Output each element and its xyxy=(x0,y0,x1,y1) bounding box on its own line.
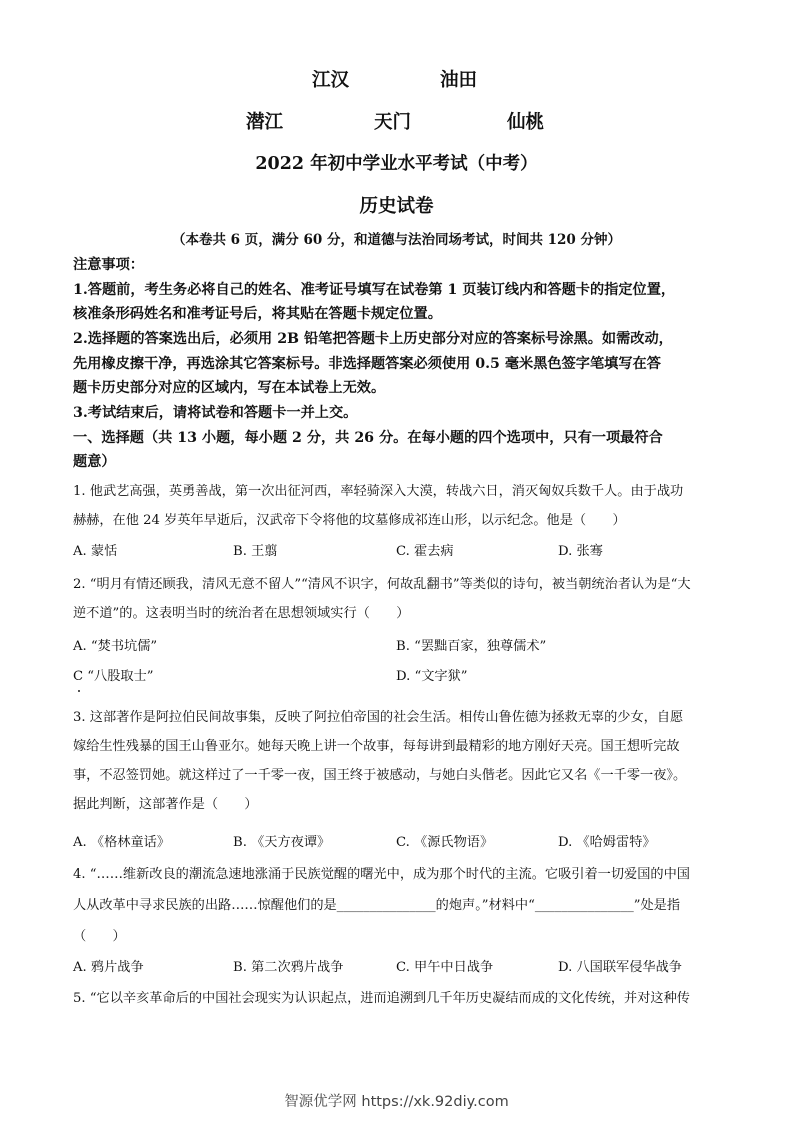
question-2-option-d: D. “文字狱” xyxy=(396,669,468,684)
question-3-text: 嫁给生性残暴的国王山鲁亚尔。她每天晚上讲一个故事，每每讲到最精彩的地方刚好天亮。国王想听完故 xyxy=(73,739,680,754)
notice-line: 先用橡皮擦干净，再选涂其它答案标号。非选择题答案必须使用 0.5 毫米黑色签字笔填写在答 xyxy=(73,356,661,372)
notice-line: 2.选择题的答案选出后，必须用 2B 铅笔把答题卡上历史部分对应的答案标号涂黑。如需改动， xyxy=(73,331,673,347)
notice-line: 1.答题前，考生务必将自己的姓名、准考证号填写在试卷第 1 页装订线内和答题卡的指定位置， xyxy=(73,282,676,298)
city-xiantao: 仙桃 xyxy=(507,112,545,133)
question-1-option-d: D. 张骞 xyxy=(558,544,603,559)
section-heading: 一、选择题（共 13 小题，每小题 2 分，共 26 分。在每小题的四个选项中，只有一项最符合 xyxy=(73,430,663,446)
city-jianghan: 江汉 xyxy=(312,70,350,91)
question-1-text: 1. 他武艺高强，英勇善战，第一次出征河西，率轻骑深入大漠，转战六日，消灭匈奴兵数千人。由于战功 xyxy=(73,484,684,499)
question-4-option-b: B. 第二次鸦片战争 xyxy=(233,960,344,975)
question-2-option-c: C “八股取士” xyxy=(73,669,154,684)
question-4-option-d: D. 八国联军侵华战争 xyxy=(558,960,682,975)
question-1-option-c: C. 霍去病 xyxy=(396,544,454,559)
question-1-option-b: B. 王翦 xyxy=(233,544,278,559)
question-3-text: 据此判断，这部著作是（ ） xyxy=(73,797,258,812)
section-heading: 题意） xyxy=(73,454,116,470)
question-4-option-c: C. 甲午中日战争 xyxy=(396,960,494,975)
site-watermark: 智源优学网 https://xk.92diy.com xyxy=(284,1094,509,1110)
notice-line: 题卡历史部分对应的区域内，写在本试卷上无效。 xyxy=(73,380,386,396)
question-4-text: （ ） xyxy=(73,929,126,944)
subject-title: 历史试卷 xyxy=(359,196,434,217)
question-1-option-a: A. 蒙恬 xyxy=(73,544,118,559)
city-qianjiang: 潜江 xyxy=(246,112,284,133)
question-3-option-d: D. 《哈姆雷特》 xyxy=(558,835,656,850)
question-3-option-a: A. 《格林童话》 xyxy=(73,835,171,850)
question-4-text: 人从改革中寻求民族的出路……惊醒他们的是_______________的炮声。”材料中“_______________”处是指 xyxy=(73,898,681,913)
question-3-option-b: B. 《天方夜谭》 xyxy=(233,835,331,850)
question-2-text: 2. “明月有情还顾我，清风无意不留人”“清风不识字，何故乱翻书”等类似的诗句，被当朝统治者认为是“大 xyxy=(73,577,691,592)
question-2-option-a: A. “焚书坑儒” xyxy=(73,639,158,654)
exam-info: （本卷共 6 页，满分 60 分，和道德与法治同场考试，时间共 120 分钟） xyxy=(171,232,622,248)
exam-title: 2022 年初中学业水平考试（中考） xyxy=(255,154,538,174)
city-tianmen: 天门 xyxy=(374,112,412,133)
question-4-text: 4. “……维新改良的潮流急速地涨涌于民族觉醒的曙光中，成为那个时代的主流。它吸引着一切爱国的中国 xyxy=(73,867,690,882)
notice-line: 3.考试结束后，请将试卷和答题卡一并上交。 xyxy=(73,405,358,421)
city-youtian: 油田 xyxy=(440,70,478,91)
question-2-text: 逆不道”的。这表明当时的统治者在思想领域实行（ ） xyxy=(73,606,410,621)
question-4-option-a: A. 鸦片战争 xyxy=(73,960,144,975)
question-5-text: 5. “它以辛亥革命后的中国社会现实为认识起点，进而追溯到几千年历史凝结而成的文化传统，并对这种传 xyxy=(73,991,690,1006)
question-3-option-c: C. 《源氏物语》 xyxy=(396,835,494,850)
question-1-text: 赫赫，在他 24 岁英年早逝后，汉武帝下令将他的坟墓修成祁连山形，以示纪念。他是（ ） xyxy=(73,513,626,528)
notice-heading: 注意事项： xyxy=(73,257,144,273)
stray-mark xyxy=(78,690,80,692)
question-3-text: 3. 这部著作是阿拉伯民间故事集，反映了阿拉伯帝国的社会生活。相传山鲁佐德为拯救无辜的少女，自愿 xyxy=(73,710,684,725)
notice-line: 核准条形码姓名和准考证号后，将其贴在答题卡规定位置。 xyxy=(73,306,442,322)
question-2-option-b: B. “罢黜百家，独尊儒术” xyxy=(396,639,547,654)
question-3-text: 事，不忍签罚她。就这样过了一千零一夜，国王终于被感动，与她白头偕老。因此它又名《一千零一夜》。 xyxy=(73,768,687,783)
